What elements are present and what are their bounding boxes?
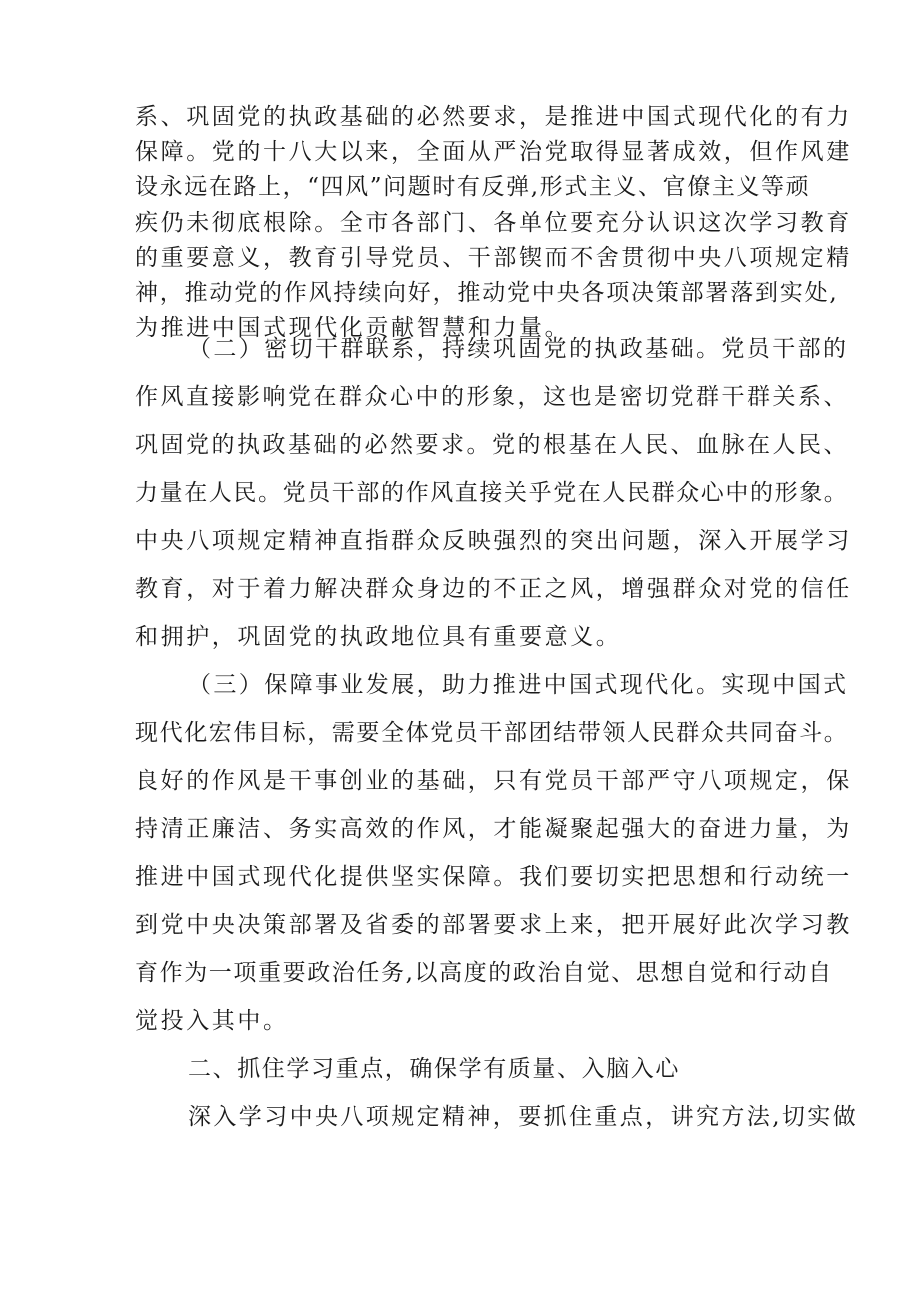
section-heading: （三）保障事业发展，助力推进中国式现代化。实现中国式	[188, 672, 849, 698]
text-line: 疾仍未彻底根除。全市各部门、各单位要充分认识这次学习教育	[135, 210, 852, 236]
text-line: 设永远在路上，“四风”问题时有反弹,形式主义、官僚主义等顽	[135, 174, 811, 200]
text-line: 觉投入其中。	[135, 1008, 289, 1034]
text-line: 作风直接影响党在群众心中的形象，这也是密切党群干群关系、	[135, 384, 849, 410]
text-line: 和拥护，巩固党的执政地位具有重要意义。	[135, 624, 622, 650]
text-line: 到党中央决策部署及省委的部署要求上来，把开展好此次学习教	[135, 912, 852, 938]
text-line: 持清正廉洁、务实高效的作风，才能凝聚起强大的奋进力量，为	[135, 816, 852, 842]
text-line: 育作为一项重要政治任务,以高度的政治自觉、思想自觉和行动自	[135, 960, 833, 986]
text-line: 保障。党的十八大以来，全面从严治党取得显著成效，但作风建	[135, 139, 852, 165]
text-line: 神，推动党的作风持续向好，推动党中央各项决策部署落到实处,	[135, 280, 839, 306]
text-line: 中央八项规定精神直指群众反映强烈的突出问题，深入开展学习	[135, 528, 852, 554]
chapter-heading: 二、抓住学习重点，确保学有质量、入脑入心	[188, 1056, 680, 1082]
text-line: 力量在人民。党员干部的作风直接关乎党在人民群众心中的形象。	[135, 480, 849, 506]
text-line: 良好的作风是干事创业的基础，只有党员干部严守八项规定，保	[135, 768, 852, 794]
text-line: 系、巩固党的执政基础的必然要求，是推进中国式现代化的有力	[135, 104, 852, 130]
text-line: 巩固党的执政基础的必然要求。党的根基在人民、血脉在人民、	[135, 432, 849, 458]
text-line: 的重要意义，教育引导党员、干部锲而不舍贯彻中央八项规定精	[135, 245, 852, 271]
text-line: 深入学习中央八项规定精神，要抓住重点，讲究方法,切实做	[188, 1104, 859, 1130]
text-line: 现代化宏伟目标，需要全体党员干部团结带领人民群众共同奋斗。	[135, 720, 849, 746]
text-line: 教育，对于着力解决群众身边的不正之风，增强群众对党的信任	[135, 576, 852, 602]
text-line: 推进中国式现代化提供坚实保障。我们要切实把思想和行动统一	[135, 864, 852, 890]
text-line: 为推进中国式现代化贡献智慧和力量。	[135, 315, 571, 341]
section-heading: （二）密切干群联系，持续巩固党的执政基础。党员干部的	[188, 336, 849, 362]
